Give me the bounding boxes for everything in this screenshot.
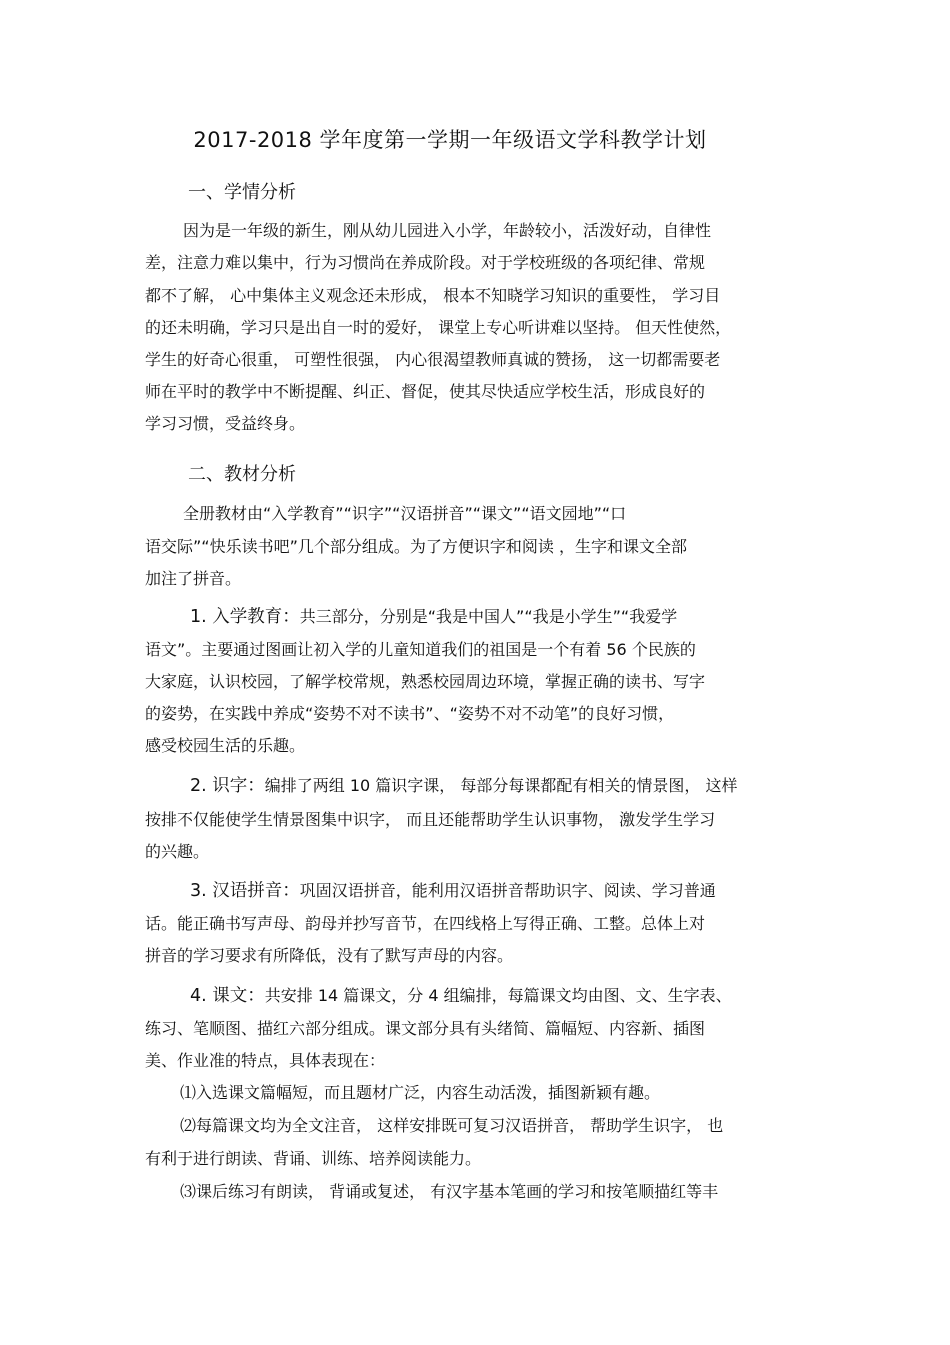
list-item-text: 共安排 14 篇课文，分 4 组编排，每篇课文均由图、文、生字表、: [264, 986, 732, 1005]
paragraph-line: 按排不仅能使学生情景图集中识字， 而且还能帮助学生认识事物， 激发学生学习: [145, 810, 716, 829]
paragraph-line: 的兴趣。: [145, 842, 210, 861]
paragraph-line: 师在平时的教学中不断提醒、纠正、督促，使其尽快适应学校生活，形成良好的: [145, 382, 706, 401]
list-item-1-first-line: [190, 607, 677, 627]
section-heading-textbook-analysis: 二、教材分析: [188, 464, 296, 485]
list-item-lead: 1. 入学教育：: [190, 607, 300, 627]
list-item-text: 编排了两组 10 篇识字课， 每部分每课都配有相关的情景图， 这样: [264, 776, 738, 795]
list-item-lead: 4. 课文：: [190, 986, 265, 1006]
paragraph-line: 的姿势，在实践中养成“姿势不对不读书”、“姿势不对不动笔”的良好习惯，: [145, 704, 675, 723]
paragraph-line: 差，注意力难以集中，行为习惯尚在养成阶段。对于学校班级的各项纪律、常规: [145, 253, 706, 272]
paragraph-line: 练习、笔顺图、描红六部分组成。课文部分具有头绪简、篇幅短、内容新、插图: [145, 1019, 706, 1038]
paragraph-line: 全册教材由“入学教育”“识字”“汉语拼音”“课文”“语文园地”“口: [183, 504, 627, 523]
list-item-2-first-line: [190, 776, 737, 796]
paragraph-line: 加注了拼音。: [145, 569, 242, 588]
paragraph-line: 美、作业准的特点，具体表现在：: [145, 1051, 386, 1070]
list-item-3-first-line: [190, 881, 716, 901]
list-item-text: 巩固汉语拼音，能利用汉语拼音帮助识字、阅读、学习普通: [299, 881, 716, 900]
paragraph-line: 大家庭，认识校园，了解学校常规，熟悉校园周边环境，掌握正确的读书、写字: [145, 672, 706, 691]
paragraph-line: 学习习惯，受益终身。: [145, 414, 306, 433]
paragraph-line: 语文”。主要通过图画让初入学的儿童知道我们的祖国是一个有着 56 个民族的: [145, 640, 696, 659]
list-item-text: 共三部分，分别是“我是中国人”“我是小学生”“我爱学: [299, 607, 678, 626]
paragraph-line: 有利于进行朗读、背诵、训练、培养阅读能力。: [145, 1149, 482, 1168]
list-item-lead: 3. 汉语拼音：: [190, 881, 300, 901]
document-title: 2017-2018 学年度第一学期一年级语文学科教学计划: [193, 128, 707, 152]
list-item-4-first-line: [190, 986, 732, 1006]
sub-list-item: ⑶课后练习有朗读， 背诵或复述， 有汉字基本笔画的学习和按笔顺描红等丰: [180, 1182, 719, 1201]
paragraph-line: 话。能正确书写声母、韵母并抄写音节，在四线格上写得正确、工整。总体上对: [145, 914, 706, 933]
paragraph-line: 语交际”“快乐读书吧”几个部分组成。为了方便识字和阅读 ，生字和课文全部: [145, 537, 687, 556]
paragraph-line: 因为是一年级的新生，刚从幼儿园进入小学，年龄较小，活泼好动，自律性: [183, 221, 712, 240]
sub-list-item: ⑴入选课文篇幅短，而且题材广泛，内容生动活泼，插图新颖有趣。: [180, 1083, 661, 1102]
list-item-lead: 2. 识字：: [190, 776, 265, 796]
section-heading-student-analysis: 一、学情分析: [188, 182, 296, 203]
paragraph-line: 感受校园生活的乐趣。: [145, 736, 306, 755]
paragraph-line: 拼音的学习要求有所降低，没有了默写声母的内容。: [145, 946, 514, 965]
sub-list-item: ⑵每篇课文均为全文注音， 这样安排既可复习汉语拼音， 帮助学生识字， 也: [180, 1116, 724, 1135]
paragraph-line: 学生的好奇心很重， 可塑性很强， 内心很渴望教师真诚的赞扬， 这一切都需要老: [145, 350, 721, 369]
paragraph-line: 都不了解， 心中集体主义观念还未形成， 根本不知晓学习知识的重要性， 学习目: [145, 286, 721, 305]
paragraph-line: 的还未明确，学习只是出自一时的爱好， 课堂上专心听讲难以坚持。 但天性使然，: [145, 318, 732, 337]
